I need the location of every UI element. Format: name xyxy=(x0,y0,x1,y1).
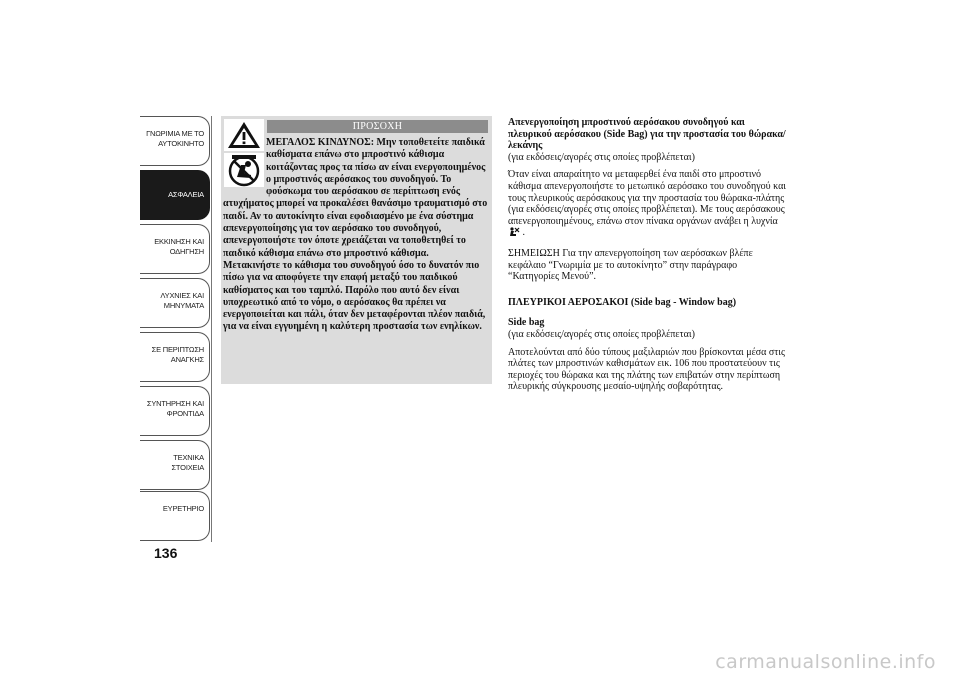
tab-label: ΓΝΩΡΙΜΙΑ ΜΕ ΤΟ ΑΥΤΟΚΙΝΗΤΟ xyxy=(146,129,204,148)
availability-note: (για εκδόσεις/αγορές στις οποίες προβλέπεται) xyxy=(508,151,695,163)
availability-note: (για εκδόσεις/αγορές στις οποίες προβλέπεται) xyxy=(508,328,695,340)
tab-index[interactable] xyxy=(140,491,210,541)
tab-label: ΤΕΧΝΙΚΑ ΣΤΟΙΧΕΙΑ xyxy=(171,453,204,472)
tab-label: ΕΥΡΕΤΗΡΙΟ xyxy=(162,504,204,513)
warning-box xyxy=(221,116,492,384)
tab-emergency[interactable] xyxy=(140,332,210,382)
page-number: 136 xyxy=(154,545,178,561)
tab-label: ΑΣΦΑΛΕΙΑ xyxy=(168,190,204,199)
section-heading: ΠΛΕΥΡΙΚΟΙ ΑΕΡΟΣΑΚΟΙ (Side bag - Window bag) xyxy=(508,296,737,308)
body-paragraph: Αποτελούνται από δύο τύπους μαξιλαριών που βρίσκονται μέσα στις πλάτες των μπροστινών καθισμάτων εικ. 106 που προστατεύουν τις περιοχές του θώρακα και της πλάτης των επιβατών στην περίπτωση πλευρικής σύγκρουσης μεσαίο-υψηλής σοβαρότητας. xyxy=(508,346,785,393)
tab-label: ΛΥΧΝΙΕΣ ΚΑΙ ΜΗΝΥΜΑΤΑ xyxy=(160,291,204,310)
note-paragraph: ΣΗΜΕΙΩΣΗ Για την απενεργοποίηση των αερόσακων βλέπε κεφάλαιο “Γνωριμία με το αυτοκίνητο” στην παράγραφο “Κατηγορίες Μενού”. xyxy=(508,247,753,283)
tab-safety[interactable] xyxy=(140,170,210,220)
tab-technical-data[interactable] xyxy=(140,440,210,490)
body-paragraph: Όταν είναι απαραίτητο να μεταφερθεί ένα παιδί στο μπροστινό κάθισμα απενεργοποιήστε το μετωπικό αερόσακο του συνοδηγού και τους πλευρικούς αερόσακους για την προστασία του θώρακα-πλάτης (για εκδόσεις/αγορές στις οποίες προβλέπεται). Με τους αερόσακους απενεργοποιημένους, επάνω στον πίνακα οργάνων ανάβει η λυχνία . xyxy=(508,169,786,239)
watermark: carmanualsonline.info xyxy=(715,651,936,673)
tab-label: ΣΥΝΤΗΡΗΣΗ ΚΑΙ ΦΡΟΝΤΙΔΑ xyxy=(146,399,204,418)
tab-label: ΕΚΚΙΝΗΣΗ ΚΑΙ ΟΔΗΓΗΣΗ xyxy=(154,237,204,256)
airbag-off-lamp-icon xyxy=(508,227,520,237)
main-content xyxy=(508,117,788,402)
warning-header: ΠΡΟΣΟΧΗ xyxy=(267,120,488,133)
tab-intro[interactable] xyxy=(140,116,210,166)
tab-maintenance[interactable] xyxy=(140,386,210,436)
section-title: Απενεργοποίηση μπροστινού αερόσακου συνοδηγού και πλευρικού αερόσακου (Side Bag) για την προστασία του θώρακα/λεκάνης xyxy=(508,117,786,152)
subsection-heading: Side bag xyxy=(508,317,545,329)
warning-text: ΜΕΓΑΛΟΣ ΚΙΝΔΥΝΟΣ: Μην τοποθετείτε παιδικά καθίσματα επάνω στο μπροστινό κάθισμα κοιτάζοντας προς τα πίσω αν είναι ενεργοποιημένος ο μπροστινός αερόσακος του συνοδηγού. Το φούσκωμα του αερόσακου σε περίπτωση ενός ατυχήματος μπορεί να προκαλέσει θανάσιμο τραυματισμό στο παιδί. Αν το αυτοκίνητο είναι εφοδιασμένο με ένα σύστημα απενεργοποίησης για τον αερόσακο του συνοδηγού, απενεργοποιήστε τον όποτε χρειάζεται να τοποθετηθεί το παιδικό κάθισμα επάνω στο μπροστινό κάθισμα. Μετακινήστε το κάθισμα του συνοδηγού όσο το δυνατόν πιο πίσω για να αποφύγετε την επαφή μεταξύ του παιδικού καθίσματος και του ταμπλό. Παρόλο που αυτό δεν είναι υποχρεωτικό από το νόμο, ο αερόσακος θα πρέπει να ενεργοποιείται και πάλι, όταν δεν μεταφέρονται πλέον παιδιά, για να είναι εγγυημένη η καλύτερη προστασία των ενηλίκων. xyxy=(223,137,488,333)
tab-starting-driving[interactable] xyxy=(140,224,210,274)
tab-warning-lights[interactable] xyxy=(140,278,210,328)
sidebar-divider xyxy=(211,116,212,542)
tab-label: ΣΕ ΠΕΡΙΠΤΩΣΗ ΑΝΑΓΚΗΣ xyxy=(151,345,204,364)
